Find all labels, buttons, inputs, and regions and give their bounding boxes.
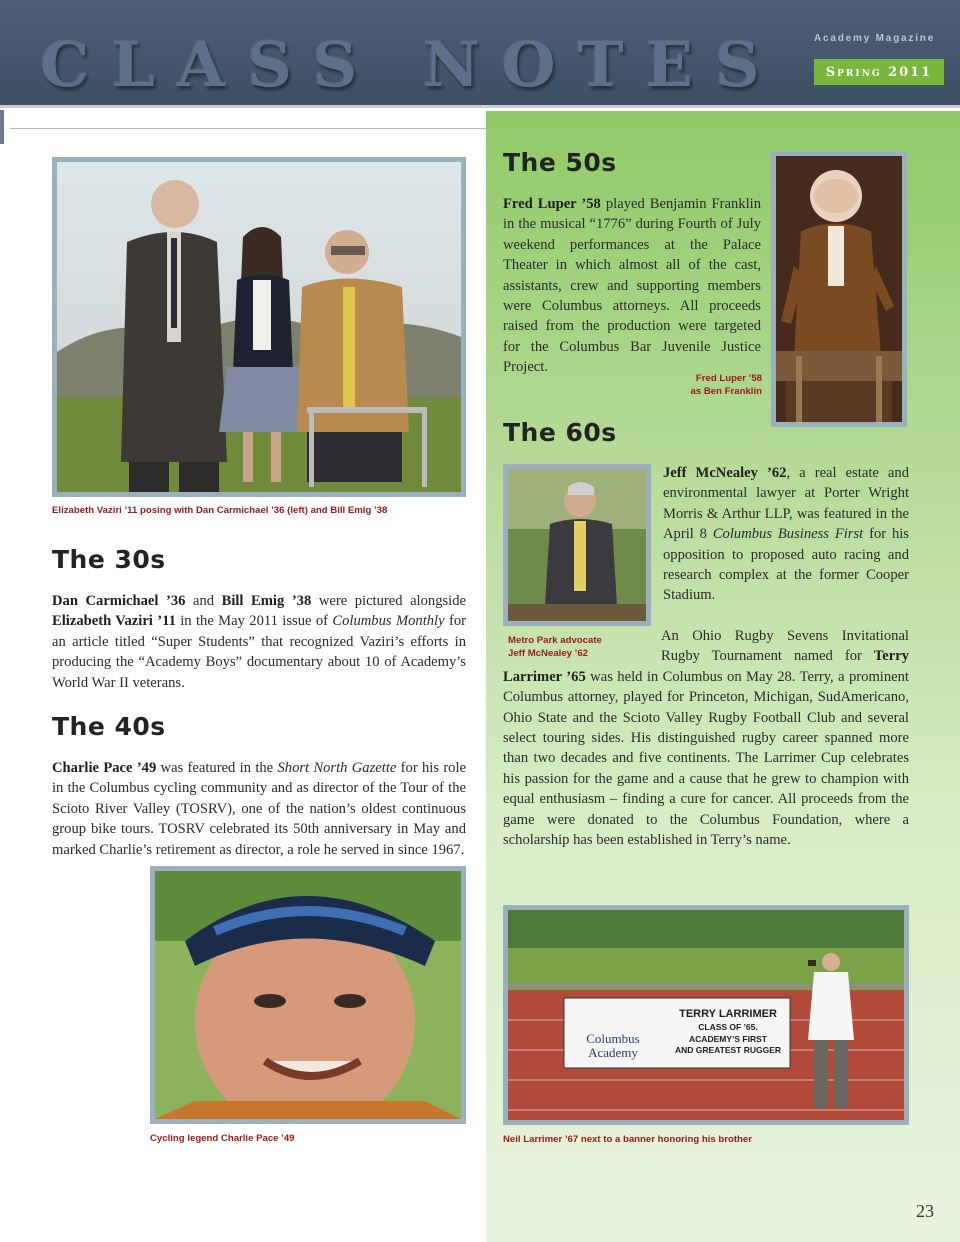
magazine-name: Academy Magazine <box>814 33 936 44</box>
banner-text <box>658 1007 798 1056</box>
text: in the May 2011 issue of <box>175 613 333 630</box>
banner-line: CLASS OF ’65. <box>698 1022 758 1032</box>
ben-franklin-costume-photo <box>771 151 907 427</box>
banner-line: TERRY LARRIMER <box>679 1008 777 1020</box>
caption-line: Metro Park advocate <box>508 635 602 646</box>
divider <box>10 128 486 129</box>
text: and <box>185 593 222 609</box>
banner-line: AND GREATEST RUGGER <box>674 1045 782 1055</box>
publication-title: Columbus Monthly <box>332 613 445 630</box>
photo-caption: Cycling legend Charlie Pace ’49 <box>150 1133 295 1144</box>
text: was featured in the <box>156 760 278 776</box>
person-name: Bill Emig ’38 <box>221 593 312 609</box>
caption-line: as Ben Franklin <box>690 386 762 397</box>
publication-title: Columbus Business First <box>712 526 864 543</box>
paragraph-30s <box>52 591 466 693</box>
margin-tab <box>0 110 4 144</box>
text: for an article titled “Super Students” that recognized Vaziri’s efforts in producing the “Academy Boys” documentary about 10 of Academy’s World War II veterans. <box>52 613 466 691</box>
text: , a real estate and environmental lawyer at Porter Wright Morris & Arthur LLP, was featured in the April 8 <box>663 465 909 543</box>
heading-40s: The 40s <box>52 712 166 741</box>
banner-logo-text: Columbus <box>586 1031 640 1046</box>
cyclist-closeup-photo <box>150 866 466 1124</box>
heading-50s: The 50s <box>503 148 617 177</box>
publication-title: Short North Gazette <box>277 760 397 776</box>
photo-caption <box>642 372 762 398</box>
group-portrait-photo <box>52 157 466 497</box>
text: was held in Columbus on May 28. Terry, a prominent Columbus attorney, played for Princeton, Michigan, SudAmericano, Ohio State and the Scioto Valley Rugby Football Club and several select touring sides. His distinguished rugby career spanned more than two decades and five continents. The Larrimer Cup celebrates his passion for the game and a cause that he grew to champion with equal enthusiasm – finding a cure for cancer. All proceeds from the game were donated to the Columbus Foundation, where a scholarship has been established in Terry’s name. <box>503 668 909 849</box>
section-title: CLASS NOTES <box>40 28 782 101</box>
masthead <box>0 0 960 108</box>
person-name: Fred Luper ’58 <box>503 196 601 212</box>
rugby-field-banner-photo <box>503 905 909 1125</box>
text: for his opposition to proposed auto racing and research complex at the former Cooper Stadium. <box>663 526 909 604</box>
caption-line: Fred Luper ’58 <box>695 373 762 384</box>
paragraph-60s-larrimer <box>503 626 909 850</box>
paragraph-60s-mcnealey <box>663 463 909 606</box>
banner-logo-text: Academy <box>588 1045 638 1060</box>
banner-line: ACADEMY’S FIRST <box>689 1034 767 1044</box>
paragraph-50s <box>503 194 761 378</box>
text: for his role in the Columbus cycling community and as director of the Tour of the Scioto River Valley (TOSRV), one of the nation’s oldest continuous group bike tours. TOSRV celebrated its 50th anniversary in May and marked Charlie’s retirement as director, a role he served in since 1967. <box>52 760 467 858</box>
heading-60s: The 60s <box>503 418 617 447</box>
text: played Benjamin Franklin in the musical “1776” during Fourth of July weekend performances at the Palace Theater in which almost all of the cast, assistants, crew and supporting members were Columbus attorneys. All proceeds raised from the production were targeted for the Columbus Bar Juvenile Justice Project. <box>503 196 761 376</box>
person-name: Charlie Pace ’49 <box>52 760 157 776</box>
person-name: Jeff McNealey ’62 <box>663 465 787 481</box>
person-name: Terry Larrimer ’65 <box>503 648 909 685</box>
photo-caption: Neil Larrimer ’67 next to a banner honoring his brother <box>503 1134 752 1145</box>
portrait-photo <box>503 464 651 626</box>
heading-30s: The 30s <box>52 545 166 574</box>
banner-logo <box>572 1032 654 1060</box>
person-name: Elizabeth Vaziri ’11 <box>52 613 176 630</box>
page-number: 23 <box>916 1201 934 1221</box>
paragraph-40s <box>52 758 466 860</box>
text: An Ohio Rugby Sevens Invitational Rugby Tournament named for <box>661 628 909 665</box>
caption-line: Jeff McNealey ’62 <box>508 648 588 659</box>
photo-caption: Elizabeth Vaziri ’11 posing with Dan Carmichael ’36 (left) and Bill Emig ’38 <box>52 505 388 516</box>
issue-badge: Spring 2011 <box>814 59 944 85</box>
text-wrap-spacer <box>503 626 661 666</box>
person-name: Dan Carmichael ’36 <box>52 593 186 609</box>
text: were pictured alongside <box>311 593 467 609</box>
